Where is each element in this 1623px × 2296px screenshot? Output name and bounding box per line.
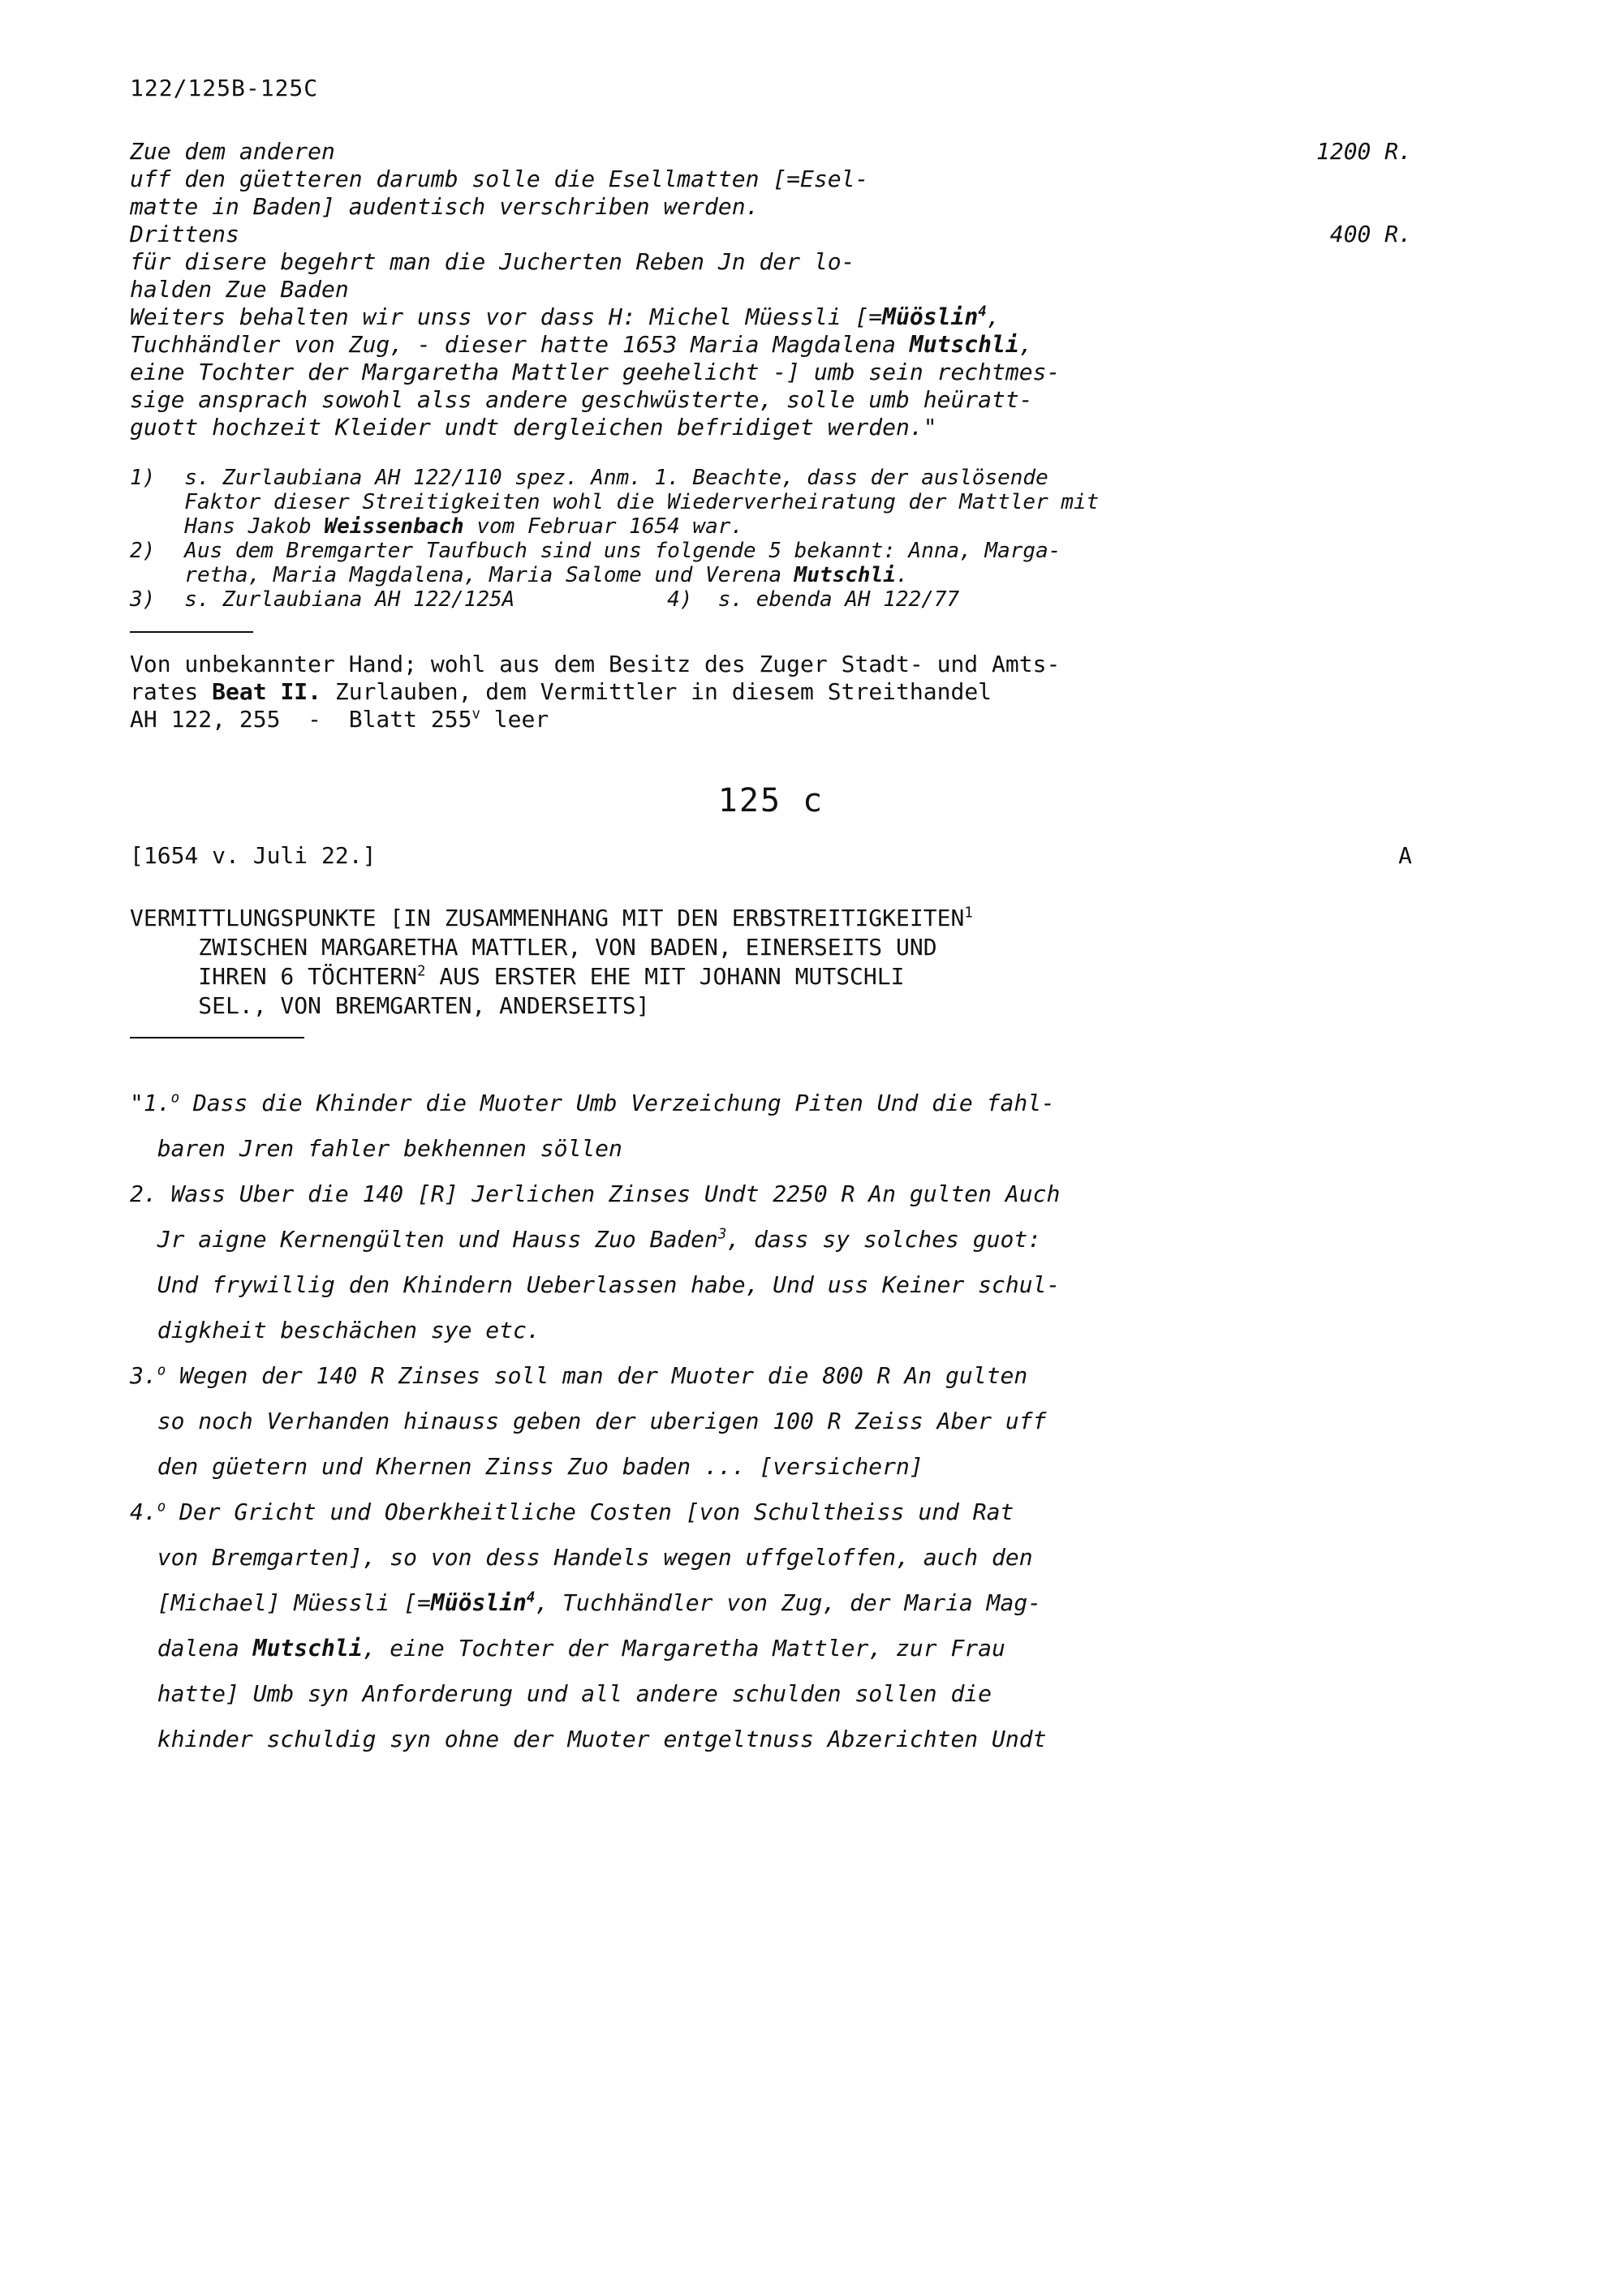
- text-segment: Und frywillig den Khindern Ueberlassen habe, Und uss Keiner schul-: [130, 1271, 1061, 1298]
- text-line: [130, 193, 1412, 221]
- text-segment: eine Tochter der Margaretha Mattler geehelicht -] umb sein rechtmes-: [130, 359, 1061, 385]
- text-segment: Der Gricht und Oberkheitliche Costen [von Schultheiss und Rat: [166, 1498, 1014, 1525]
- text-line: [130, 933, 1412, 962]
- text-segment: 2: [417, 963, 426, 980]
- text-line: [130, 1217, 1412, 1262]
- emphasized-text: Mutschli: [909, 331, 1019, 358]
- footnote-marker: 2): [130, 539, 156, 563]
- line-text: [130, 414, 937, 441]
- text-line: [130, 1126, 1412, 1172]
- text-line: [130, 1580, 1412, 1626]
- text-segment: VERMITTLUNGSPUNKTE [IN ZUSAMMENHANG MIT DEN ERBSTREITIGKEITEN: [130, 905, 965, 931]
- text-segment: ,: [1018, 331, 1033, 358]
- text-line: [130, 651, 1412, 678]
- text-segment: , eine Tochter der Margaretha Mattler, zur Frau: [362, 1635, 1005, 1662]
- text-segment: Hans Jakob: [184, 514, 325, 539]
- text-segment: , dass sy solches guot:: [726, 1226, 1042, 1253]
- text-segment: digkheit beschächen sye etc.: [130, 1317, 540, 1344]
- text-segment: 3: [717, 1226, 727, 1243]
- divider-rule: [130, 1037, 304, 1038]
- emphasized-text: Müöslin: [430, 1589, 527, 1616]
- line-text: [130, 359, 1060, 386]
- line-text: [130, 138, 335, 166]
- text-line: [130, 221, 1412, 248]
- line-text: [130, 1126, 622, 1172]
- text-segment: dalena: [130, 1635, 253, 1662]
- text-segment: .: [895, 563, 909, 587]
- text-line: [130, 331, 1412, 359]
- text-segment: Faktor dieser Streitigkeiten wohl die Wiederverheiratung der Mattler mit: [184, 490, 1100, 514]
- line-text: [130, 991, 650, 1021]
- text-line: [130, 276, 1412, 303]
- text-segment: Weiters behalten wir unss vor dass H: Michel Müessli [=: [130, 303, 883, 330]
- emphasized-text: Mutschli: [252, 1635, 363, 1662]
- line-text: [130, 276, 349, 303]
- footnote-marker: [130, 514, 184, 539]
- text-line: [130, 166, 1412, 193]
- text-segment: Zurlauben, dem Vermittler in diesem Streithandel: [321, 678, 992, 705]
- divider-rule: [130, 631, 253, 633]
- footnote-marker: [130, 490, 184, 514]
- line-text: [130, 962, 904, 991]
- text-line: [130, 962, 1412, 991]
- line-text: [184, 539, 1061, 563]
- section-heading-125c: 125 c: [717, 782, 824, 819]
- line-text: [130, 166, 868, 193]
- text-line: [130, 248, 1412, 276]
- text-segment: v: [471, 706, 480, 723]
- text-segment: ,: [986, 303, 1001, 330]
- line-text: [130, 1535, 1033, 1580]
- line-text: [130, 331, 1033, 359]
- amount-value: 1200 R.: [1315, 138, 1412, 165]
- text-line: [130, 466, 1412, 490]
- text-line: [130, 138, 1412, 166]
- text-line: [130, 303, 1412, 331]
- text-line: [130, 1308, 1412, 1353]
- emphasized-text: 4: [526, 1589, 536, 1606]
- text-segment: AH 122, 255 - Blatt 255: [130, 706, 472, 733]
- emphasized-text: Müöslin: [882, 303, 979, 330]
- text-line: [130, 359, 1412, 386]
- line-text: [130, 1399, 1046, 1444]
- line-text: [130, 1717, 1046, 1762]
- text-line: [130, 904, 1412, 933]
- text-segment: Jr aigne Kernengülten und Hauss Zuo Baden: [130, 1226, 718, 1253]
- text-segment: Tuchhändler von Zug, - dieser hatte 1653 Maria Magdalena: [130, 331, 910, 358]
- text-segment: o: [157, 1362, 166, 1379]
- line-text: [130, 1580, 1041, 1626]
- text-segment: o: [157, 1498, 166, 1516]
- text-segment: sige ansprach sowohl alss andere geschwüsterte, solle umb heüratt-: [130, 386, 1033, 413]
- line-text: [130, 1308, 540, 1353]
- text-line: [130, 1535, 1412, 1580]
- text-segment: von Bremgarten], so von dess Handels wegen uffgeloffen, auch den: [130, 1544, 1033, 1571]
- document-title: [130, 904, 1412, 1021]
- line-text: [130, 1217, 1041, 1262]
- text-line: [130, 514, 1412, 539]
- text-segment: Dass die Khinder die Muoter Umb Verzeichung Piten Und die fahl-: [179, 1090, 1055, 1116]
- footnote-marker: [130, 563, 184, 587]
- emphasized-text: Mutschli: [794, 563, 896, 587]
- line-text: [130, 1671, 992, 1717]
- line-text: [130, 1353, 1027, 1399]
- line-text: [130, 1490, 1014, 1535]
- text-segment: 1: [964, 905, 973, 922]
- text-line: [130, 1262, 1412, 1308]
- line-text: [130, 193, 759, 221]
- text-segment: AUS ERSTER EHE MIT JOHANN MUTSCHLI: [425, 963, 905, 990]
- text-segment: IHREN 6 TÖCHTERN: [130, 963, 418, 990]
- date-line: [130, 842, 1412, 870]
- text-line: [130, 706, 1412, 733]
- emphasized-text: Beat II.: [212, 678, 322, 705]
- footnote-marker: 1): [130, 466, 156, 490]
- text-segment: vom Februar 1654 war.: [463, 514, 744, 539]
- text-line: [130, 386, 1412, 414]
- text-line: [130, 991, 1412, 1021]
- text-line: [130, 490, 1412, 514]
- text-segment: s. Zurlaubiana AH 122/110 spez. Anm. 1. Beachte, dass der auslösende: [184, 466, 1048, 490]
- text-segment: für disere begehrt man die Jucherten Reben Jn der lo-: [130, 248, 855, 275]
- text-line: [130, 1353, 1412, 1399]
- line-text: [130, 386, 1033, 414]
- footnote-marker: 3): [130, 587, 156, 612]
- text-line: [130, 1081, 1412, 1126]
- text-segment: , Tuchhändler von Zug, der Maria Mag-: [535, 1589, 1042, 1616]
- line-text: [130, 1444, 923, 1490]
- text-line: [130, 1490, 1412, 1535]
- text-segment: o: [170, 1090, 180, 1107]
- text-segment: s. Zurlaubiana AH 122/125A 4) s. ebenda AH 122/77: [184, 587, 960, 612]
- text-segment: Von unbekannter Hand; wohl aus dem Besitz des Zuger Stadt- und Amts-: [130, 651, 1061, 677]
- text-segment: guott hochzeit Kleider undt dergleichen befridiget werden.": [130, 414, 937, 441]
- line-text: [130, 651, 1060, 678]
- editorial-note: [130, 651, 1412, 733]
- text-segment: Drittens: [130, 221, 239, 247]
- text-segment: SEL., VON BREMGARTEN, ANDERSEITS]: [130, 992, 650, 1019]
- text-line: [130, 539, 1412, 563]
- line-text: [184, 563, 908, 587]
- emphasized-text: Weissenbach: [324, 514, 464, 539]
- line-text: [130, 1626, 1005, 1671]
- text-segment: so noch Verhanden hinauss geben der uberigen 100 R Zeiss Aber uff: [130, 1408, 1047, 1434]
- line-text: [130, 1172, 1060, 1217]
- text-line: [130, 1172, 1412, 1217]
- line-text: [130, 904, 973, 933]
- text-segment: baren Jren fahler bekhennen söllen: [130, 1135, 622, 1162]
- text-segment: ZWISCHEN MARGARETHA MATTLER, VON BADEN, EINERSEITS UND: [130, 934, 937, 961]
- text-line: [130, 563, 1412, 587]
- text-segment: "1.: [130, 1090, 171, 1116]
- mediation-points: [130, 1081, 1412, 1762]
- text-segment: matte in Baden] audentisch verschriben werden.: [130, 193, 760, 220]
- text-segment: uff den güetteren darumb solle die Esellmatten [=Esel-: [130, 166, 869, 192]
- text-segment: retha, Maria Magdalena, Maria Salome und Verena: [184, 563, 794, 587]
- line-text: [184, 490, 1099, 514]
- text-segment: leer: [480, 706, 549, 733]
- text-segment: Aus dem Bremgarter Taufbuch sind uns folgende 5 bekannt: Anna, Marga-: [184, 539, 1061, 563]
- text-segment: 3.: [130, 1362, 157, 1389]
- line-text: [130, 706, 549, 733]
- line-text: [184, 587, 959, 612]
- text-segment: khinder schuldig syn ohne der Muoter entgeltnuss Abzerichten Undt: [130, 1726, 1047, 1752]
- text-segment: Wegen der 140 R Zinses soll man der Muoter die 800 R An gulten: [166, 1362, 1028, 1389]
- text-line: [130, 1399, 1412, 1444]
- line-text: [184, 466, 1048, 490]
- line-text: [130, 933, 937, 962]
- line-text: [130, 248, 855, 276]
- text-line: [130, 1671, 1412, 1717]
- text-segment: 4.: [130, 1498, 157, 1525]
- footnotes-block: [130, 466, 1412, 612]
- transcript-125b: [130, 138, 1412, 441]
- line-text: [130, 1081, 1055, 1126]
- line-text: [130, 221, 239, 248]
- text-segment: 2. Wass Uber die 140 [R] Jerlichen Zinses Undt 2250 R An gulten Auch: [130, 1180, 1061, 1207]
- text-line: [130, 1717, 1412, 1762]
- text-line: [130, 1444, 1412, 1490]
- text-segment: hatte] Umb syn Anforderung und all andere schulden sollen die: [130, 1680, 992, 1707]
- page-header: 122/125B-125C: [130, 75, 319, 101]
- line-text: [130, 303, 1001, 331]
- line-text: [130, 1262, 1060, 1308]
- text-segment: [Michael] Müessli [=: [130, 1589, 431, 1616]
- text-segment: rates: [130, 678, 213, 705]
- text-line: [130, 1626, 1412, 1671]
- emphasized-text: 4: [978, 303, 987, 320]
- section-marker: A: [1398, 842, 1412, 869]
- text-line: [130, 414, 1412, 441]
- text-segment: Zue dem anderen: [130, 138, 335, 165]
- text-segment: den güetern und Khernen Zinss Zuo baden ... [versichern]: [130, 1453, 923, 1480]
- text-line: [130, 678, 1412, 706]
- date-text: [1654 v. Juli 22.]: [130, 842, 377, 869]
- line-text: [184, 514, 743, 539]
- text-segment: halden Zue Baden: [130, 276, 349, 303]
- amount-value: 400 R.: [1329, 221, 1412, 247]
- text-line: [130, 587, 1412, 612]
- line-text: [130, 678, 992, 706]
